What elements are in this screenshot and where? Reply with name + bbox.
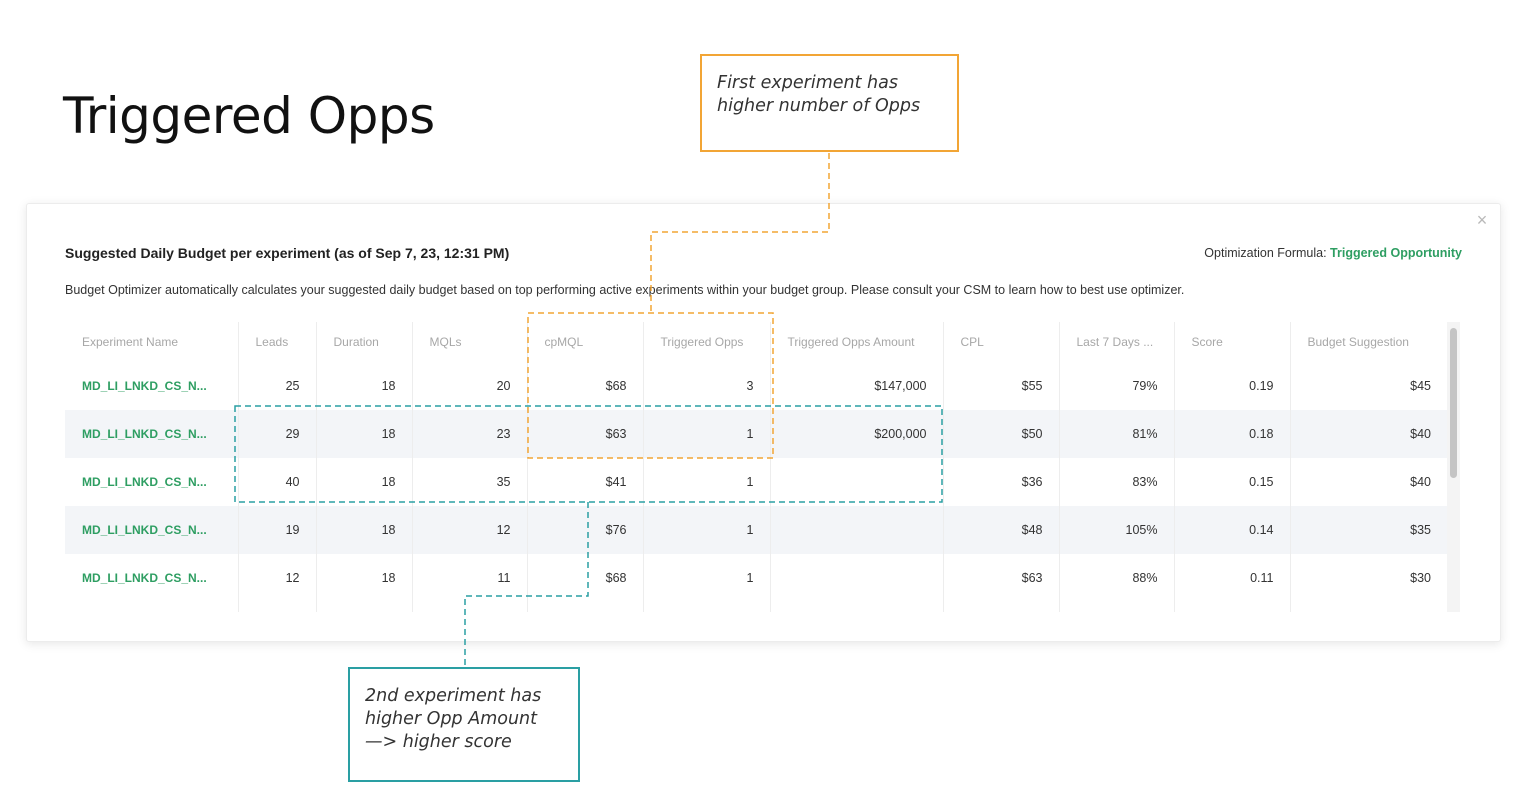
experiment-name-link[interactable]: MD_LI_LNKD_CS_N... [65, 410, 238, 458]
callout-top-line-2: higher number of Opps [717, 96, 921, 116]
column-header-cpmql[interactable]: cpMQL [527, 322, 643, 362]
column-header-triggered-opps-amount[interactable]: Triggered Opps Amount [770, 322, 943, 362]
budget-optimizer-panel [26, 203, 1501, 642]
column-header-triggered-opps[interactable]: Triggered Opps [643, 322, 770, 362]
cell-cpl: $36 [943, 458, 1059, 506]
table-scrollbar[interactable] [1447, 322, 1460, 612]
cell-triggered-opps-amount: $200,000 [770, 410, 943, 458]
cell-triggered-opps: 1 [643, 458, 770, 506]
cell-duration: 18 [316, 362, 412, 410]
optimization-formula [1204, 246, 1462, 260]
cell-mqls: 35 [412, 458, 527, 506]
callout-bottom-line-2: higher Opp Amount [365, 709, 538, 729]
cell-last-7-days: 83% [1059, 458, 1174, 506]
cell-score: 0.19 [1174, 362, 1290, 410]
table-row [65, 554, 1447, 602]
cell-triggered-opps-amount [770, 554, 943, 602]
cell-duration: 18 [316, 458, 412, 506]
cell-duration: 18 [316, 506, 412, 554]
column-header-leads[interactable]: Leads [238, 322, 316, 362]
column-header-mqls[interactable]: MQLs [412, 322, 527, 362]
cell-budget-suggestion: $35 [1290, 506, 1447, 554]
cell-score: 0.15 [1174, 458, 1290, 506]
table-row [65, 410, 1447, 458]
cell-last-7-days: 105% [1059, 506, 1174, 554]
cell-mqls: 23 [412, 410, 527, 458]
cell-last-7-days: 79% [1059, 362, 1174, 410]
cell-score: 0.11 [1174, 554, 1290, 602]
cell-mqls: 20 [412, 362, 527, 410]
column-header-duration[interactable]: Duration [316, 322, 412, 362]
cell-duration: 18 [316, 410, 412, 458]
cell-cpl: $55 [943, 362, 1059, 410]
table-row [65, 506, 1447, 554]
cell-leads: 40 [238, 458, 316, 506]
callout-bottom-line-1: 2nd experiment has [365, 686, 542, 706]
cell-duration: 18 [316, 554, 412, 602]
cell-cpmql: $63 [527, 410, 643, 458]
callout-bottom-line-3: —> higher score [365, 732, 512, 752]
formula-label: Optimization Formula: [1204, 246, 1327, 260]
table-row [65, 362, 1447, 410]
cell-cpl: $50 [943, 410, 1059, 458]
slide-title: Triggered Opps [63, 87, 435, 145]
table-row-partial [65, 602, 1447, 612]
callout-top-line-1: First experiment has [717, 73, 898, 93]
cell-last-7-days: 81% [1059, 410, 1174, 458]
cell-triggered-opps-amount [770, 458, 943, 506]
cell-score: 0.14 [1174, 506, 1290, 554]
panel-description: Budget Optimizer automatically calculates your suggested daily budget based on top performing active experiments within your budget group. Please consult your CSM to learn how to best use optimizer. [65, 283, 1185, 297]
cell-cpmql: $76 [527, 506, 643, 554]
panel-heading: Suggested Daily Budget per experiment (as of Sep 7, 23, 12:31 PM) [65, 245, 510, 261]
experiments-table-container [65, 322, 1447, 612]
close-icon[interactable]: × [1476, 210, 1488, 230]
cell-budget-suggestion: $40 [1290, 410, 1447, 458]
cell-triggered-opps: 3 [643, 362, 770, 410]
cell-leads: 29 [238, 410, 316, 458]
column-header-last-7-days[interactable]: Last 7 Days ... [1059, 322, 1174, 362]
formula-value: Triggered Opportunity [1330, 246, 1462, 260]
cell-cpmql: $41 [527, 458, 643, 506]
experiment-name-link[interactable]: MD_LI_LNKD_CS_N... [65, 362, 238, 410]
cell-triggered-opps: 1 [643, 506, 770, 554]
column-header-budget-suggestion[interactable]: Budget Suggestion [1307, 335, 1409, 349]
cell-cpmql: $68 [527, 554, 643, 602]
table-header-row [65, 322, 1447, 362]
cell-triggered-opps-amount: $147,000 [770, 362, 943, 410]
column-header-score[interactable]: Score [1174, 322, 1290, 362]
table-row [65, 458, 1447, 506]
column-header-cpl[interactable]: CPL [943, 322, 1059, 362]
cell-budget-suggestion: $40 [1410, 475, 1431, 489]
cell-budget-suggestion: $30 [1410, 571, 1431, 585]
column-header-experiment-name[interactable]: Experiment Name [65, 322, 238, 362]
cell-last-7-days: 88% [1059, 554, 1174, 602]
scrollbar-thumb[interactable] [1450, 328, 1457, 478]
cell-triggered-opps: 1 [643, 554, 770, 602]
cell-cpmql: $68 [527, 362, 643, 410]
cell-mqls: 12 [412, 506, 527, 554]
cell-score: 0.18 [1174, 410, 1290, 458]
cell-mqls: 11 [412, 554, 527, 602]
experiment-name-link[interactable]: MD_LI_LNKD_CS_N... [65, 554, 238, 602]
cell-leads: 12 [238, 554, 316, 602]
cell-leads: 19 [238, 506, 316, 554]
cell-triggered-opps: 1 [643, 410, 770, 458]
cell-budget-suggestion: $45 [1410, 379, 1431, 393]
experiments-table [65, 322, 1447, 612]
experiment-name-link[interactable]: MD_LI_LNKD_CS_N... [65, 506, 238, 554]
cell-leads: 25 [238, 362, 316, 410]
callout-first-experiment [700, 54, 959, 152]
cell-cpl: $48 [943, 506, 1059, 554]
callout-second-experiment [348, 667, 580, 782]
cell-cpl: $63 [943, 554, 1059, 602]
experiment-name-link[interactable]: MD_LI_LNKD_CS_N... [65, 458, 238, 506]
cell-triggered-opps-amount [770, 506, 943, 554]
